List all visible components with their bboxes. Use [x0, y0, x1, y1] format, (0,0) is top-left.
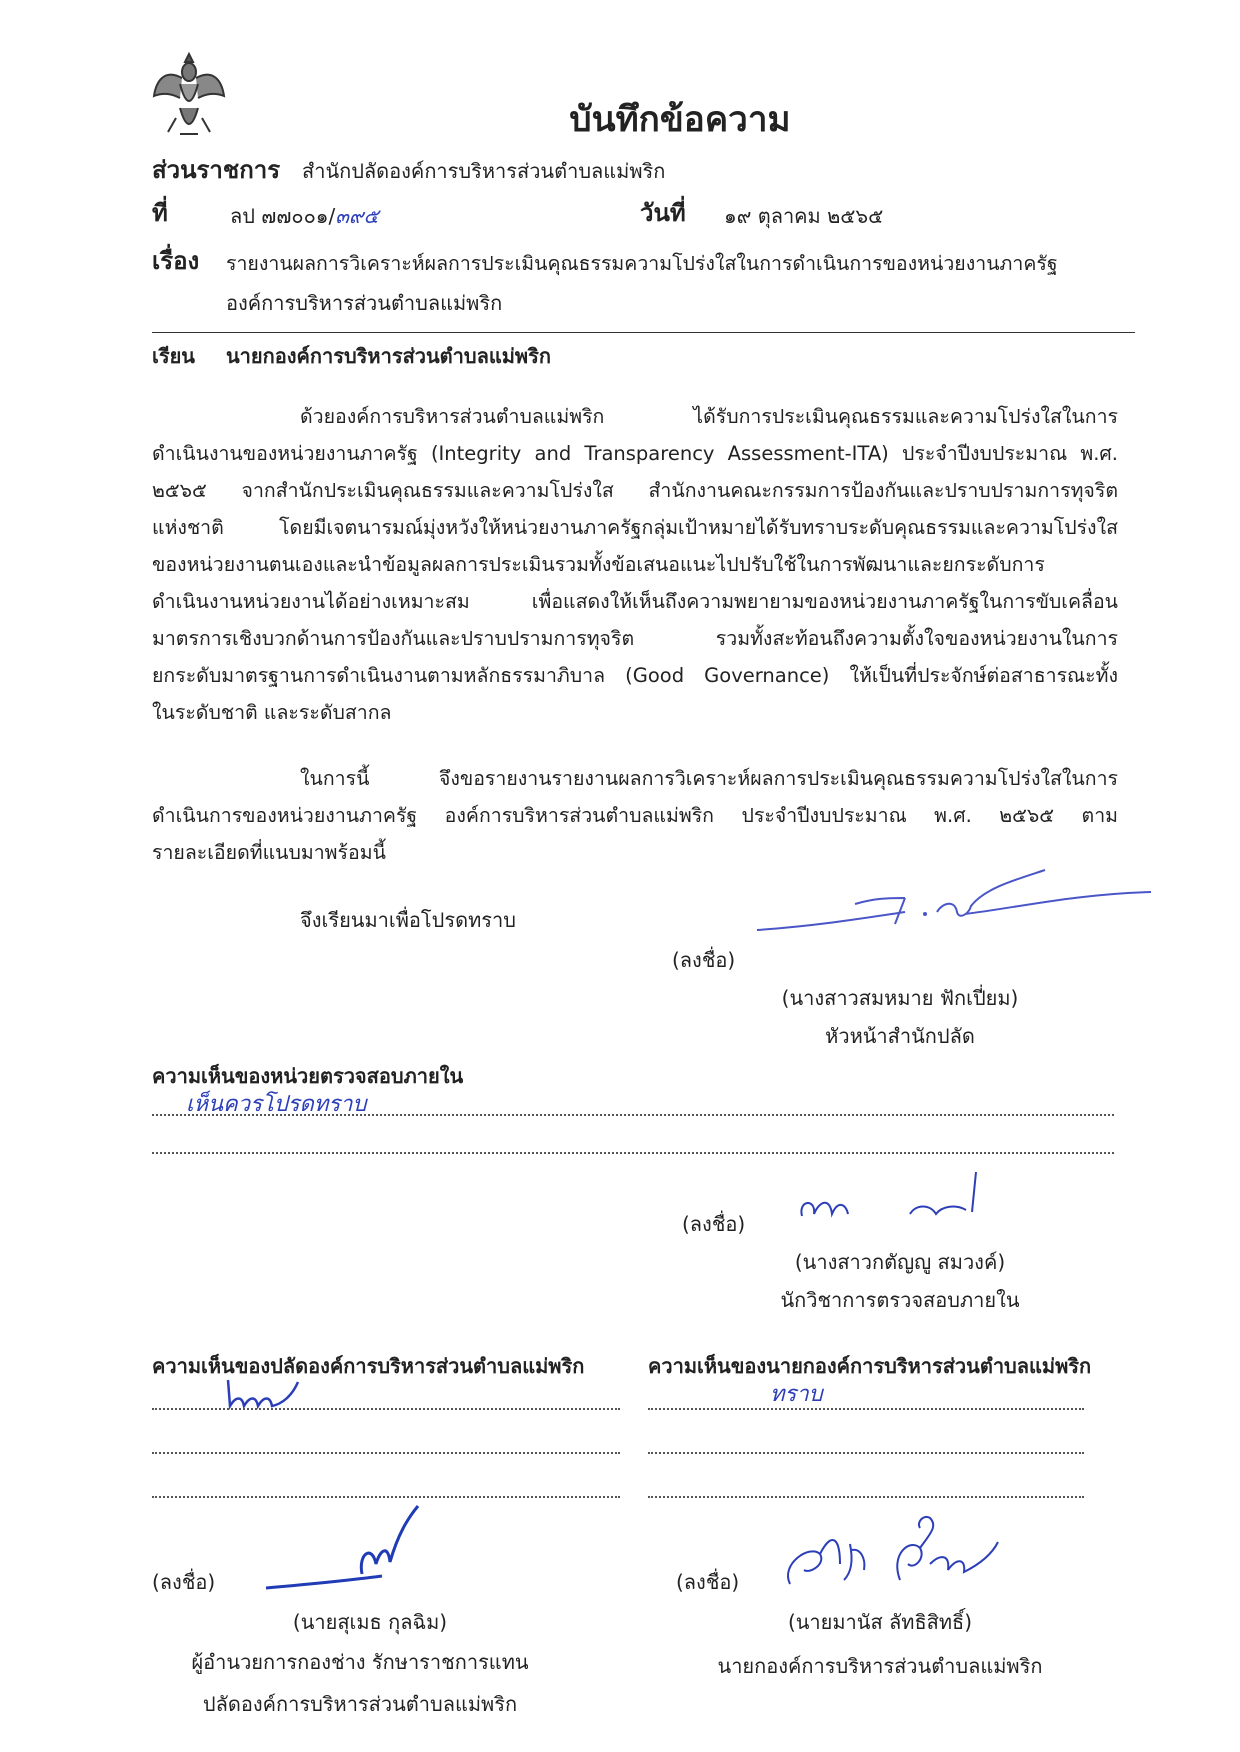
signature-audit-name: (นางสาวกตัญญู สมวงค์)	[794, 1250, 1006, 1274]
to-label: เรียน	[152, 344, 195, 368]
signature-deputy-label: (ลงชื่อ)	[152, 1570, 216, 1594]
signature-main-label: (ลงชื่อ)	[672, 948, 736, 972]
signature-deputy-position-1: ผู้อำนวยการกองช่าง รักษาราชการแทน	[191, 1650, 529, 1674]
signature-mayor-image	[780, 1514, 1000, 1594]
agency-value: สำนักปลัดองค์การบริหารส่วนตำบลแม่พริก	[302, 159, 666, 183]
signature-main-position: หัวหน้าสำนักปลัด	[825, 1024, 975, 1048]
signature-audit-image	[790, 1170, 1010, 1230]
para1-line: มาตรการเชิงบวกด้านการป้องกันและปราบปรามการทุจริต รวมทั้งสะท้อนถึงความตั้งใจของหน่วยงานในการ	[152, 627, 1118, 650]
para2-line: ดำเนินการของหน่วยงานภาครัฐ องค์การบริหารส่วนตำบลแม่พริก ประจำปีงบประมาณ พ.ศ. ๒๕๖๕ ตาม	[152, 804, 1118, 827]
to-value: นายกองค์การบริหารส่วนตำบลแม่พริก	[226, 344, 551, 368]
para1-line: ดำเนินงานของหน่วยงานภาครัฐ (Integrity and Transparency Assessment-ITA) ประจำปีงบประมาณ พ.ศ.	[152, 442, 1118, 465]
mayor-comment-line	[648, 1408, 1084, 1410]
signature-main-image	[755, 868, 1155, 938]
body-paragraph-1	[152, 398, 1118, 731]
ref-label: ที่	[152, 199, 168, 227]
mayor-comment-line	[648, 1452, 1084, 1454]
signature-main-name: (นางสาวสมหมาย ฟักเปี่ยม)	[781, 986, 1019, 1010]
internal-audit-heading: ความเห็นของหน่วยตรวจสอบภายใน	[152, 1064, 464, 1088]
para1-line: ในระดับชาติ และระดับสากล	[152, 701, 392, 724]
mayor-comment-line	[648, 1496, 1084, 1498]
deputy-comment-line	[152, 1452, 620, 1454]
subject-label: เรื่อง	[152, 247, 200, 275]
signature-deputy-image	[262, 1504, 432, 1594]
mayor-heading: ความเห็นของนายกองค์การบริหารส่วนตำบลแม่พริก	[648, 1354, 1092, 1378]
subject-line-1: รายงานผลการวิเคราะห์ผลการประเมินคุณธรรมความโปร่งใสในการดำเนินการของหน่วยงานภาครัฐ	[226, 252, 1058, 275]
para1-line: ด้วยองค์การบริหารส่วนตำบลแม่พริก ได้รับการประเมินคุณธรรมและความโปร่งใสในการ	[300, 405, 1118, 428]
mayor-comment: ทราบ	[770, 1382, 823, 1407]
para1-line: ยกระดับมาตรฐานการดำเนินงานตามหลักธรรมาภิบาล (Good Governance) ให้เป็นที่ประจักษ์ต่อสาธารณะทั้ง	[152, 664, 1118, 687]
ref-number-printed: ลป ๗๗๐๐๑/	[230, 204, 336, 228]
deputy-comment-line	[152, 1408, 620, 1410]
signature-audit-label: (ลงชื่อ)	[682, 1212, 746, 1236]
para1-line: ๒๕๖๕ จากสำนักประเมินคุณธรรมและความโปร่งใส สำนักงานคณะกรรมการป้องกันและปราบปรามการทุจริต	[152, 479, 1118, 502]
document-title: บันทึกข้อความ	[569, 100, 791, 140]
subject-line-2: องค์การบริหารส่วนตำบลแม่พริก	[226, 291, 503, 315]
internal-audit-comment-line	[152, 1114, 1114, 1116]
deputy-comment-mark	[222, 1376, 312, 1416]
internal-audit-comment-line	[152, 1152, 1114, 1154]
signature-deputy-position-2: ปลัดองค์การบริหารส่วนตำบลแม่พริก	[202, 1692, 518, 1716]
ref-value	[230, 200, 379, 232]
para1-line: ดำเนินงานหน่วยงานได้อย่างเหมาะสม เพื่อแสดงให้เห็นถึงความพยายามของหน่วยงานภาครัฐในการขับเคลื่อน	[152, 590, 1118, 613]
header-divider	[152, 332, 1135, 333]
date-label: วันที่	[640, 199, 686, 227]
para2-line: ในการนี้ จึงขอรายงานรายงานผลการวิเคราะห์ผลการประเมินคุณธรรมความโปร่งใสในการ	[300, 767, 1118, 790]
signature-deputy-name: (นายสุเมธ กุลฉิม)	[292, 1610, 448, 1634]
body-paragraph-2	[152, 760, 1118, 871]
para1-line: แห่งชาติ โดยมีเจตนารมณ์มุ่งหวังให้หน่วยงานภาครัฐกลุ่มเป้าหมายได้รับทราบระดับคุณธรรมและความโปร่งใส	[152, 516, 1118, 539]
deputy-heading: ความเห็นของปลัดองค์การบริหารส่วนตำบลแม่พริก	[152, 1354, 585, 1378]
ref-number-handwritten: ๓๙๕	[335, 204, 379, 228]
agency-label: ส่วนราชการ	[152, 156, 281, 184]
para1-line: ของหน่วยงานตนเองและนำข้อมูลผลการประเมินรวมทั้งข้อเสนอแนะไปปรับใช้ในการพัฒนาและยกระดับการ	[152, 553, 1045, 576]
deputy-comment-line	[152, 1496, 620, 1498]
signature-audit-position: นักวิชาการตรวจสอบภายใน	[780, 1288, 1020, 1312]
signature-mayor-position: นายกองค์การบริหารส่วนตำบลแม่พริก	[717, 1654, 1043, 1678]
signature-mayor-name: (นายมานัส ลัทธิสิทธิ์)	[787, 1610, 973, 1634]
closing-text: จึงเรียนมาเพื่อโปรดทราบ	[300, 908, 516, 932]
date-value: ๑๙ ตุลาคม ๒๕๖๕	[724, 204, 884, 228]
para2-line: รายละเอียดที่แนบมาพร้อมนี้	[152, 841, 386, 864]
signature-mayor-label: (ลงชื่อ)	[676, 1570, 740, 1594]
internal-audit-comment: เห็นควรโปรดทราบ	[186, 1092, 367, 1117]
